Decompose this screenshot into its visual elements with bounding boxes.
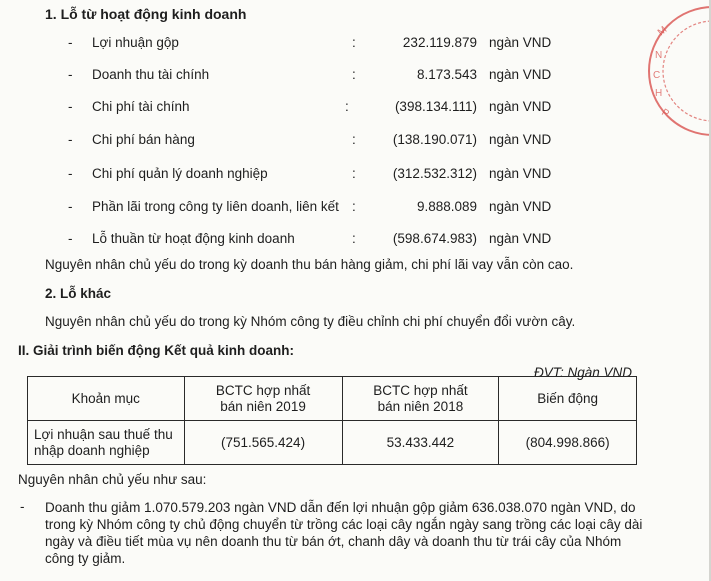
item-unit: ngàn VND (489, 67, 552, 82)
item-value: 9.888.089 (416, 199, 477, 214)
item-label: Chi phí quản lý doanh nghiệp (92, 166, 268, 181)
section-2-heading: 2. Lỗ khác (45, 286, 112, 301)
svg-text:N: N (655, 50, 663, 61)
item-unit: ngàn VND (489, 132, 552, 147)
row-value-2019: (751.565.424) (184, 421, 342, 465)
unit-note: ĐVT: Ngàn VND (534, 365, 633, 380)
header-text: Khoản mục (71, 391, 140, 406)
row-item-text: nhập doanh nghiệp (34, 442, 150, 458)
bullet-dash: - (68, 231, 73, 246)
bullet-dash: - (68, 166, 73, 181)
bullet-dash: - (68, 132, 73, 147)
item-colon: : (352, 132, 356, 147)
bullet-dash: - (68, 199, 73, 214)
header-text: BCTC hợp nhất (215, 382, 311, 398)
item-value: 232.119.879 (402, 35, 477, 50)
item-colon: : (352, 67, 356, 82)
item-label: Phần lãi trong công ty liên doanh, liên kết (92, 199, 339, 214)
item-unit: ngàn VND (489, 199, 552, 214)
row-item-cell (28, 421, 185, 465)
bullet-dash: - (20, 499, 25, 514)
header-text: bán niên 2019 (220, 398, 306, 414)
bullet-dash: - (68, 35, 73, 50)
item-colon: : (352, 35, 356, 50)
item-label: Doanh thu tài chính (92, 67, 210, 82)
bullet-paragraph: Doanh thu giảm 1.070.579.203 ngàn VND dẫn đến lợi nhuận gộp giảm 636.038.070 ngàn VND, do trong kỳ Nhóm công ty chủ động chuyển từ trồng các loại cây ngắn ngày sang trồng các loại cây dài ngày và điều tiết mùa vụ nên doanh thu từ bán ớt, chanh dây và doanh thu từ trái cây của Nhóm công ty giảm. (45, 500, 643, 566)
item-colon: : (345, 99, 349, 114)
bullet-dash: - (68, 99, 73, 114)
item-value: (312.532.312) (392, 166, 477, 181)
section-2-reason: Nguyên nhân chủ yếu do trong kỳ Nhóm công ty điều chỉnh chi phí chuyển đổi vườn cây. (45, 314, 576, 329)
item-unit: ngàn VND (489, 99, 552, 114)
svg-text:H: H (655, 88, 663, 99)
header-text: Biến động (537, 391, 599, 406)
item-label: Lỗ thuần từ hoạt động kinh doanh (92, 231, 295, 246)
item-label: Chi phí bán hàng (92, 132, 195, 147)
bullet-dash: - (68, 67, 73, 82)
item-colon: : (352, 166, 356, 181)
header-cell-2018 (342, 377, 499, 421)
item-unit: ngàn VND (489, 166, 552, 181)
header-text: BCTC hợp nhất (373, 382, 468, 398)
item-label: Lợi nhuận gộp (92, 35, 179, 50)
item-unit: ngàn VND (489, 231, 552, 246)
company-seal (643, 0, 711, 146)
item-value: (398.134.111) (394, 99, 477, 114)
header-cell-item (28, 377, 185, 421)
table-row (28, 421, 637, 465)
section-1-reason: Nguyên nhân chủ yếu do trong kỳ doanh thu bán hàng giảm, chi phí lãi vay vẫn còn cao. (45, 257, 574, 272)
item-value: (138.190.071) (392, 132, 477, 147)
table-header-row (28, 377, 637, 421)
row-item-text: Lợi nhuận sau thuế thu (34, 426, 173, 442)
header-cell-change (499, 377, 637, 421)
row-value-2018: 53.433.442 (342, 421, 499, 465)
svg-text:M: M (655, 24, 670, 39)
section-1-heading: 1. Lỗ từ hoạt động kinh doanh (45, 6, 247, 22)
section-ii-heading: II. Giải trình biến động Kết quả kinh doanh: (18, 343, 294, 358)
item-value: 8.173.543 (416, 67, 477, 82)
item-label: Chi phí tài chính (92, 99, 190, 114)
svg-text:C: C (653, 70, 661, 81)
header-cell-2019 (184, 377, 342, 421)
reason-intro: Nguyên nhân chủ yếu như sau: (18, 472, 207, 487)
item-unit: ngàn VND (489, 35, 552, 50)
header-text: bán niên 2018 (377, 398, 464, 414)
item-colon: : (352, 199, 356, 214)
svg-text:P: P (659, 107, 671, 120)
item-colon: : (352, 231, 356, 246)
item-value: (598.674.983) (392, 231, 477, 246)
results-table (27, 376, 637, 465)
row-value-change: (804.998.866) (499, 421, 637, 465)
